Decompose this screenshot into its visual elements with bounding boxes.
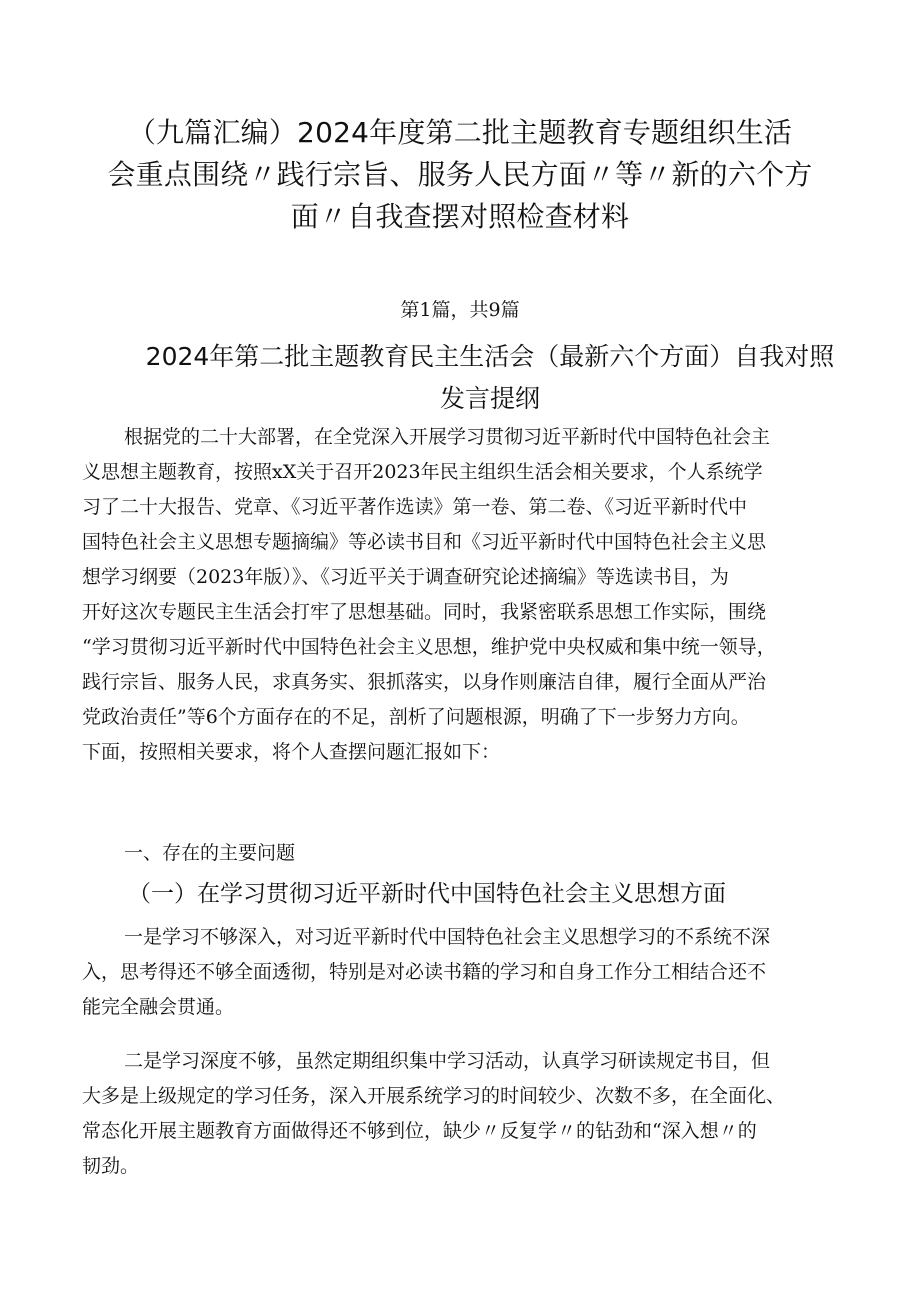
paragraph-line: 韧劲。	[82, 1155, 140, 1177]
point-2-paragraph	[82, 1044, 852, 1184]
document-title	[60, 112, 860, 238]
section-title-line: 发言提纲	[439, 384, 540, 413]
document-title-line: 面〃自我查摆对照检查材料	[290, 200, 630, 233]
paragraph-line: 想学习纲要（2023年版）》、《习近平关于调查研究论述摘编》等选读书目，为	[82, 566, 729, 588]
paragraph-line: “学习贯彻习近平新时代中国特色社会主义思想，维护党中央权威和集中统一领导，	[82, 636, 776, 658]
paragraph-line: 能完全融会贯通。	[82, 996, 235, 1018]
paragraph-line: 下面，按照相关要求，将个人查摆问题汇报如下：	[82, 741, 501, 763]
paragraph-line: 党政治责任”等6个方面存在的不足，剖析了问题根源，明确了下一步努力方向。	[82, 706, 750, 728]
heading-level-1: 一、存在的主要问题	[124, 842, 296, 864]
intro-paragraph	[82, 420, 852, 770]
document-title-line: （九篇汇编）2024年度第二批主题教育专题组织生活	[127, 116, 793, 149]
paragraph-line: 常态化开展主题教育方面做得还不够到位，缺少〃反复学〃的钻劲和“深入想〃的	[82, 1120, 757, 1142]
section-title-line: 2024年第二批主题教育民主生活会（最新六个方面）自我对照	[145, 342, 835, 371]
paragraph-line: 大多是上级规定的学习任务，深入开展系统学习的时间较少、次数不多，在全面化、	[82, 1085, 786, 1107]
paragraph-line: 义思想主题教育，按照xX关于召开2023年民主组织生活会相关要求，个人系统学	[82, 461, 763, 483]
section-title	[110, 336, 870, 420]
paragraph-line: 开好这次专题民主生活会打牢了思想基础。同时，我紧密联系思想工作实际，围绕	[82, 601, 767, 623]
paragraph-line: 一是学习不够深入，对习近平新时代中国特色社会主义思想学习的不系统不深	[124, 926, 771, 948]
paragraph-line: 根据党的二十大部署，在全党深入开展学习贯彻习近平新时代中国特色社会主	[124, 426, 771, 448]
paragraph-line: 入，思考得还不够全面透彻，特别是对必读书籍的学习和自身工作分工相结合还不	[82, 961, 767, 983]
paragraph-line: 二是学习深度不够，虽然定期组织集中学习活动，认真学习研读规定书目，但	[124, 1050, 771, 1072]
document-title-line: 会重点围绕〃践行宗旨、服务人民方面〃等〃新的六个方	[107, 158, 813, 191]
paragraph-line: 习了二十大报告、党章、《习近平著作选读》第一卷、第二卷、《习近平新时代中	[82, 496, 748, 518]
point-1-paragraph	[82, 920, 852, 1025]
heading-level-2: （一）在学习贯彻习近平新时代中国特色社会主义思想方面	[128, 881, 726, 907]
paragraph-line: 践行宗旨、服务人民，求真务实、狠抓落实，以身作则廉洁自律，履行全面从严治	[82, 671, 767, 693]
part-counter: 第1篇，共9篇	[400, 299, 520, 321]
paragraph-line: 国特色社会主义思想专题摘编》等必读书目和《习近平新时代中国特色社会主义思	[82, 531, 767, 553]
